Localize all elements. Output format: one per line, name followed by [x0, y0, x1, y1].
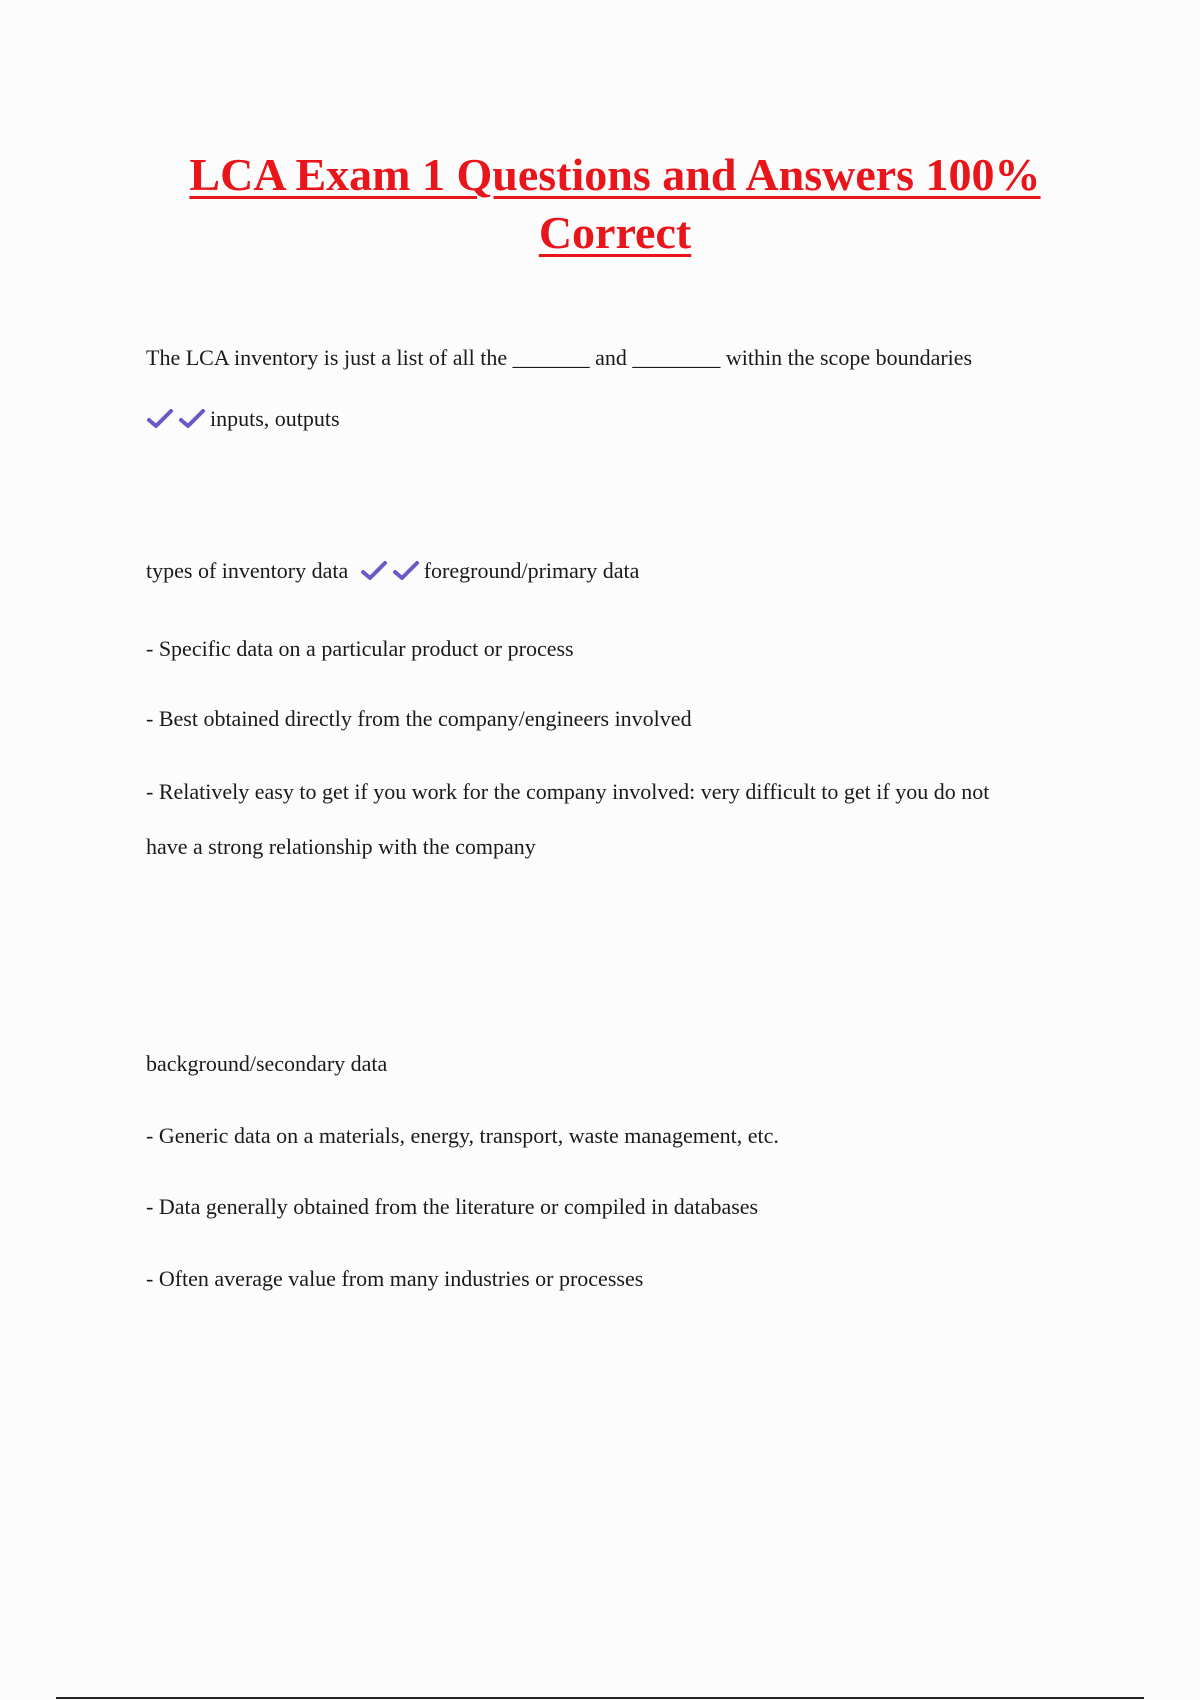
title-line-1: LCA Exam 1 Questions and Answers 100%: [189, 149, 1041, 200]
answer-2-heading: foreground/primary data: [423, 558, 640, 583]
page-title: [100, 146, 1130, 262]
footer-divider: [56, 1697, 1144, 1699]
answer-2-point: - Best obtained directly from the company/engineers involved: [146, 706, 692, 731]
answer-1-text: inputs, outputs: [210, 406, 340, 431]
question-2-text: types of inventory data: [146, 558, 349, 583]
answer-2-point: - Relatively easy to get if you work for the company involved: very difficult to get if you do not: [146, 779, 990, 804]
check-icon: [146, 408, 174, 430]
answer-2-point: have a strong relationship with the company: [146, 834, 536, 859]
answer-2-point: - Specific data on a particular product or process: [146, 636, 574, 661]
answer-1-row: [146, 405, 340, 433]
section-3-point: - Often average value from many industries or processes: [146, 1266, 644, 1291]
section-3-point: - Generic data on a materials, energy, transport, waste management, etc.: [146, 1123, 779, 1148]
title-line-2: Correct: [538, 207, 692, 258]
question-1: The LCA inventory is just a list of all the _______ and ________ within the scope boundaries: [146, 345, 973, 370]
check-icon: [360, 560, 388, 582]
question-2-row: [146, 557, 639, 585]
check-icon: [392, 560, 420, 582]
section-3-point: - Data generally obtained from the literature or compiled in databases: [146, 1194, 759, 1219]
check-icon: [178, 408, 206, 430]
section-3-heading: background/secondary data: [146, 1051, 388, 1076]
